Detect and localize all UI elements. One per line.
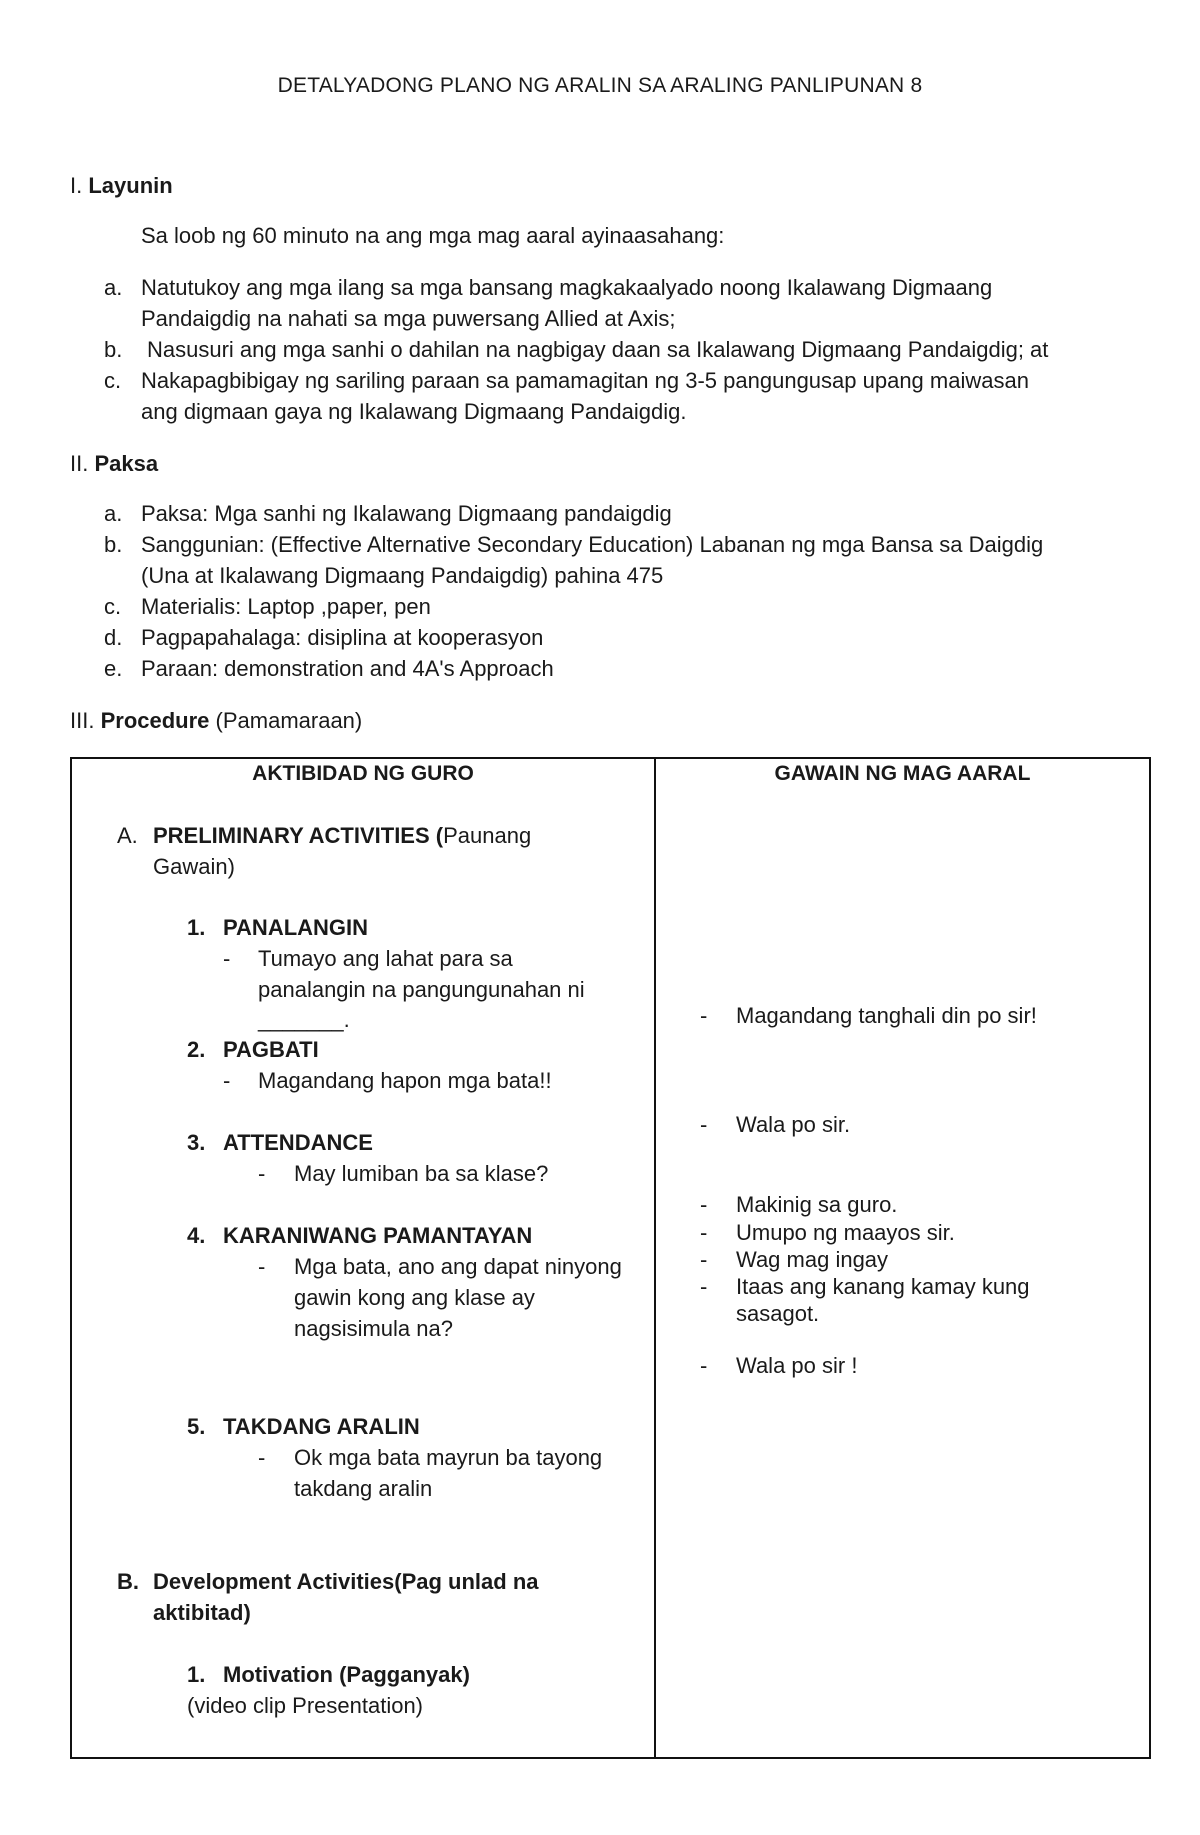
section-number: III. [70,708,95,733]
section-title: Paksa [94,451,159,476]
dash: - [258,1254,266,1279]
item-label-pagbati: PAGBATI [223,1037,319,1062]
list-item-text: Sanggunian: (Effective Alternative Secondary Education) Labanan ng mga Bansa sa Daigdig [141,532,1044,557]
table-column-divider [654,757,656,1759]
bullet-text: gawin kong ang klase ay [294,1285,535,1310]
list-letter: c. [104,594,122,619]
bullet-text: May lumiban ba sa klase? [294,1161,549,1186]
preliminary-activities-heading [153,822,531,850]
item-label-karaniwang-pamantayan: KARANIWANG PAMANTAYAN [223,1223,533,1248]
heading-continuation: Gawain) [153,854,235,879]
item-number: 2. [187,1037,206,1062]
list-item-text: Nasusuri ang mga sanhi o dahilan na nagbigay daan sa Ikalawang Digmaang Pandaigdig; at [147,337,1049,362]
section-layunin-heading [70,172,173,200]
list-letter: c. [104,368,122,393]
item-number: 1. [187,915,206,940]
item-number: 5. [187,1414,206,1439]
dash: - [700,1220,708,1245]
dash: - [700,1192,708,1217]
dash: - [223,946,231,971]
section-subtitle: (Pamamaraan) [215,708,363,733]
student-response: Wala po sir. [736,1112,851,1137]
dash: - [223,1068,231,1093]
list-letter: e. [104,656,123,681]
student-response: Makinig sa guro. [736,1192,898,1217]
section-title: Procedure [100,708,210,733]
student-response: Umupo ng maayos sir. [736,1220,955,1245]
section-letter: A. [117,823,138,848]
bullet-text: Ok mga bata mayrun ba tayong [294,1445,603,1470]
dash: - [700,1112,708,1137]
student-response: sasagot. [736,1301,820,1326]
student-response: Magandang tanghali din po sir! [736,1003,1037,1028]
list-letter: b. [104,532,123,557]
item-number: 4. [187,1223,206,1248]
bullet-text: Magandang hapon mga bata!! [258,1068,552,1093]
motivation-subtext: (video clip Presentation) [187,1693,424,1718]
section-procedure-heading [70,707,362,735]
bullet-text: nagsisimula na? [294,1316,453,1341]
item-number: 3. [187,1130,206,1155]
section-title: Layunin [88,173,173,198]
development-activities-heading: Development Activities(Pag unlad na [153,1569,539,1594]
list-item-text: (Una at Ikalawang Digmaang Pandaigdig) pahina 475 [141,563,664,588]
dash: - [700,1274,708,1299]
bullet-text: panalangin na pangungunahan ni [258,977,585,1002]
section-letter: B. [117,1569,139,1594]
list-letter: a. [104,275,123,300]
student-response: Wala po sir ! [736,1353,858,1378]
dash: - [700,1247,708,1272]
section-number: II. [70,451,89,476]
list-item-text: Nakapagbibigay ng sariling paraan sa pamamagitan ng 3-5 pangungusap upang maiwasan [141,368,1029,393]
dash: - [700,1353,708,1378]
list-letter: b. [104,337,123,362]
student-response: Itaas ang kanang kamay kung [736,1274,1030,1299]
bullet-text: Mga bata, ano ang dapat ninyong [294,1254,622,1279]
heading-bold: PRELIMINARY ACTIVITIES ( [153,823,444,848]
list-item-text: Pandaigdig na nahati sa mga puwersang Allied at Axis; [141,306,676,331]
item-label-takdang-aralin: TAKDANG ARALIN [223,1414,420,1439]
list-letter: d. [104,625,123,650]
item-label-motivation: Motivation (Pagganyak) [223,1662,470,1687]
student-response: Wag mag ingay [736,1247,889,1272]
item-label-panalangin: PANALANGIN [223,915,369,940]
dash: - [700,1003,708,1028]
list-item-text: Paraan: demonstration and 4A's Approach [141,656,554,681]
list-item-text: ang digmaan gaya ng Ikalawang Digmaang Pandaigdig. [141,399,687,424]
bullet-text: _______. [258,1007,350,1032]
heading-continuation: aktibitad) [153,1600,251,1625]
section-paksa-heading [70,450,158,478]
page-title: DETALYADONG PLANO NG ARALIN SA ARALING PANLIPUNAN 8 [277,74,923,97]
layunin-intro: Sa loob ng 60 minuto na ang mga mag aaral ayinaasahang: [141,223,725,248]
item-number: 1. [187,1662,206,1687]
list-item-text: Pagpapahalaga: disiplina at kooperasyon [141,625,544,650]
section-number: I. [70,173,83,198]
bullet-text: takdang aralin [294,1476,433,1501]
list-item-text: Paksa: Mga sanhi ng Ikalawang Digmaang pandaigdig [141,501,672,526]
list-item-text: Materialis: Laptop ,paper, pen [141,594,431,619]
list-letter: a. [104,501,123,526]
col-header-mag-aaral: GAWAIN NG MAG AARAL [774,762,1031,785]
item-label-attendance: ATTENDANCE [223,1130,373,1155]
bullet-text: Tumayo ang lahat para sa [258,946,513,971]
heading-normal: Paunang [443,823,532,848]
dash: - [258,1445,266,1470]
col-header-guro: AKTIBIDAD NG GURO [252,762,474,785]
list-item-text: Natutukoy ang mga ilang sa mga bansang magkakaalyado noong Ikalawang Digmaang [141,275,993,300]
dash: - [258,1161,266,1186]
